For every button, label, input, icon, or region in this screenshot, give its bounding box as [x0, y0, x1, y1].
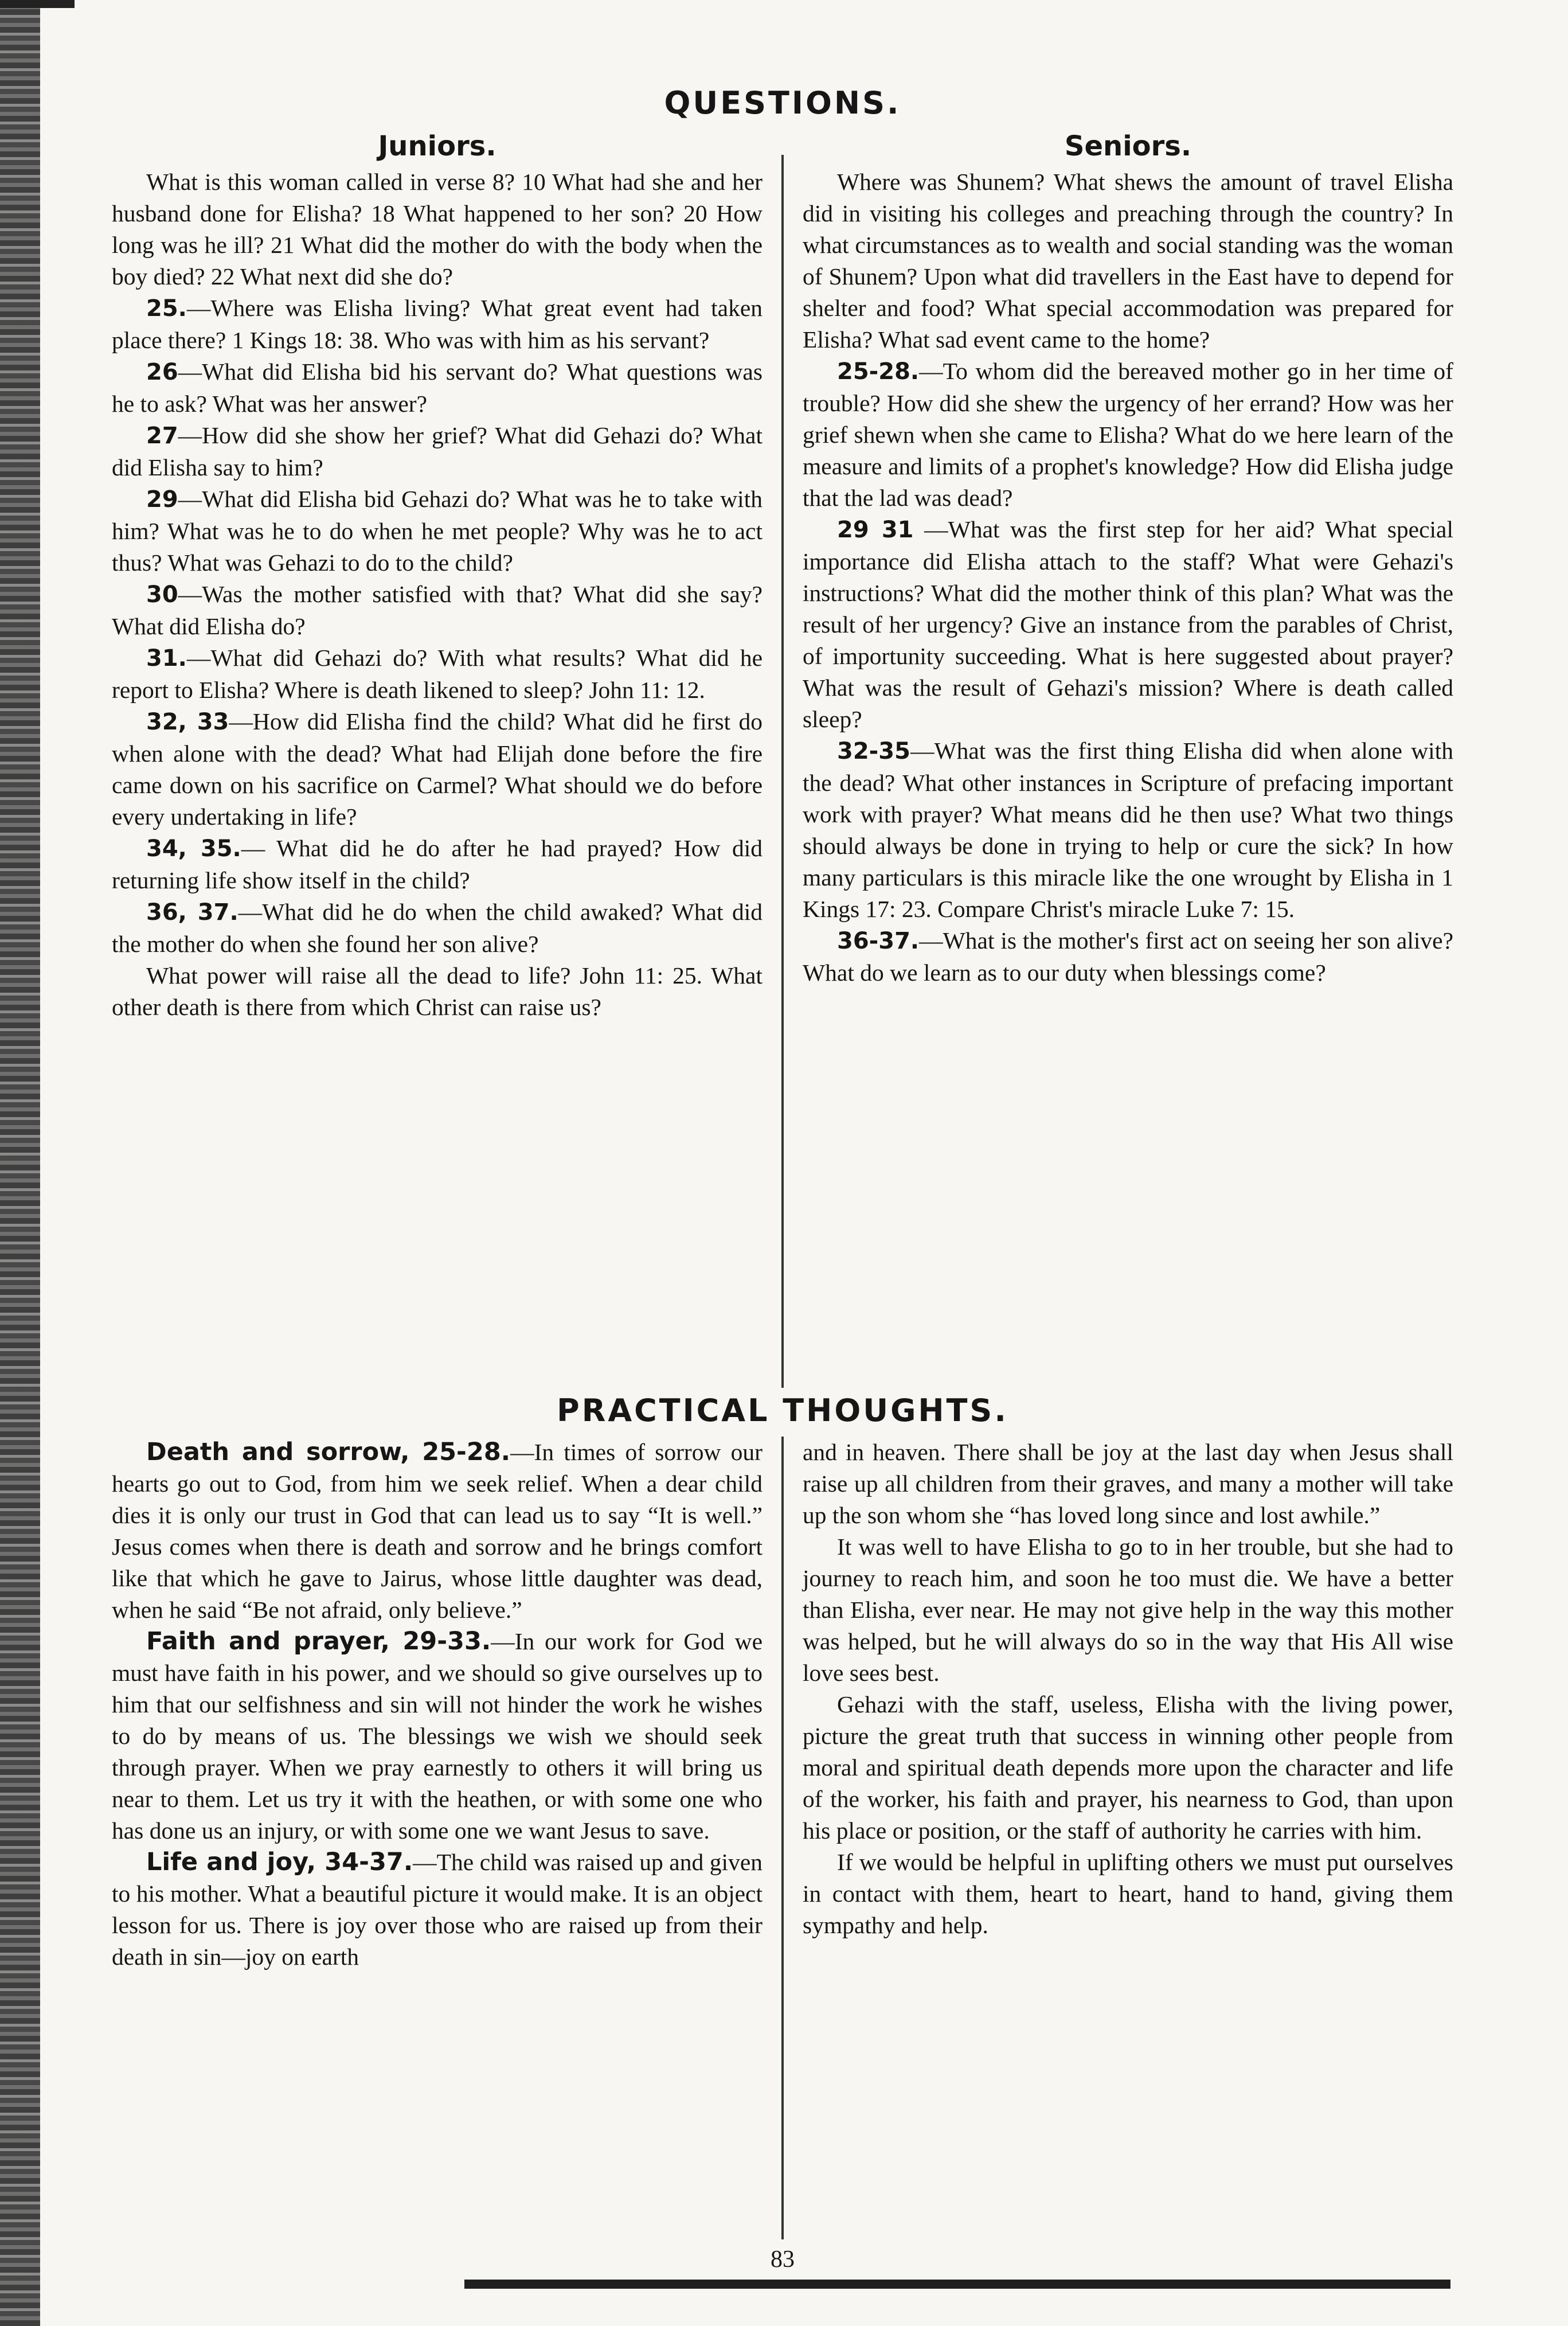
juniors-body: [112, 166, 763, 1023]
scan-edge-binding: [0, 0, 40, 2326]
question-text: What is this woman called in verse 8? 10 What had she and her husband done for Elisha? 18 What happened to her son? 20 How long was he ill? 21 What did the mother do with the body when the boy died? 22 What next did she do?: [112, 169, 763, 290]
seniors-column: [803, 126, 1453, 1365]
seniors-body: [803, 166, 1453, 989]
question-paragraph: [112, 292, 763, 356]
bottom-rule: [464, 2280, 1450, 2289]
verse-reference: 34, 35.: [146, 836, 241, 862]
verse-reference: 32, 33: [146, 709, 229, 735]
thought-paragraph: [112, 1847, 763, 1973]
thought-text: Gehazi with the staff, useless, Elisha with the living power, picture the great truth that success in winning other people from moral and spiritual death depends more upon the character and life of the worker, his faith and prayer, his nearness to God, than upon his place or position, or the staff of authority he carries with him.: [803, 1691, 1453, 1844]
question-text: —What did Elisha bid his servant do? What questions was he to ask? What was her answer?: [112, 358, 763, 417]
page-number: 83: [771, 2246, 795, 2273]
questions-columns: [112, 126, 1453, 1365]
question-text: —What was the first step for her aid? What special importance did Elisha attach to the staff? What were Gehazi's instructions? What did the mother think of this plan? What was the result of her urgency? Give an instance from the parables of Christ, of importunity succeeding. What is here suggested about prayer? What was the result of Gehazi's mission? Where is death called sleep?: [803, 516, 1453, 732]
question-text: —What is the mother's first act on seeing her son alive? What do we learn as to our duty when blessings come?: [803, 927, 1453, 986]
practical-right-column: [803, 1437, 1453, 2239]
thought-text: It was well to have Elisha to go to in her trouble, but she had to journey to reach him, and soon he too must die. We have a better than Elisha, ever near. He may not give help in the way this mother was helped, but he will always do so in the way that His All wise love sees best.: [803, 1533, 1453, 1686]
question-paragraph: [112, 896, 763, 960]
question-paragraph: [112, 706, 763, 833]
question-text: —How did she show her grief? What did Gehazi do? What did Elisha say to him?: [112, 422, 763, 481]
question-paragraph: [112, 833, 763, 896]
thought-paragraph: [112, 1626, 763, 1847]
verse-reference: 26: [146, 359, 178, 385]
verse-reference: 31.: [146, 645, 187, 672]
juniors-heading: Juniors.: [378, 130, 496, 162]
question-text: —How did Elisha find the child? What did he first do when alone with the dead? What had Elijah done before the fire came down on his sacrifice on Carmel? What should we do before every undertaking in life?: [112, 708, 763, 830]
question-text: —Was the mother satisfied with that? What did she say? What did Elisha do?: [112, 581, 763, 639]
thought-paragraph: [803, 1847, 1453, 1941]
verse-reference: 27: [146, 423, 178, 449]
question-text: — What did he do after he had prayed? How did returning life show itself in the child?: [112, 835, 763, 893]
verse-reference: 29 31: [837, 517, 914, 543]
question-paragraph: [112, 579, 763, 642]
practical-columns: [112, 1437, 1453, 2239]
column-divider: [781, 1437, 784, 2239]
thought-paragraph: [112, 1437, 763, 1626]
question-paragraph: [112, 166, 763, 292]
question-paragraph: [803, 925, 1453, 989]
thought-paragraph: [803, 1437, 1453, 1531]
thought-lead: Life and joy, 34-37.: [146, 1848, 413, 1876]
question-text: —What did Gehazi do? With what results? What did he report to Elisha? Where is death likened to sleep? John 11: 12.: [112, 645, 763, 703]
verse-reference: 25-28.: [837, 358, 920, 385]
question-paragraph: [112, 356, 763, 420]
verse-reference: 29: [146, 486, 178, 513]
question-text: —What did Elisha bid Gehazi do? What was he to take with him? What was he to do when he met people? Why was he to act thus? What was Gehazi to do to the child?: [112, 486, 763, 576]
column-divider: [781, 155, 784, 1388]
questions-title: QUESTIONS.: [664, 85, 901, 121]
question-text: What power will raise all the dead to life? John 11: 25. What other death is there from which Christ can raise us?: [112, 962, 763, 1020]
thought-text: If we would be helpful in uplifting others we must put ourselves in contact with them, heart to heart, hand to hand, giving them sympathy and help.: [803, 1849, 1453, 1938]
juniors-column: [112, 126, 763, 1365]
question-paragraph: [112, 642, 763, 706]
question-paragraph: [803, 356, 1453, 514]
thought-paragraph: [803, 1689, 1453, 1847]
page: [112, 80, 1453, 2271]
question-text: —What was the first thing Elisha did when alone with the dead? What other instances in Scripture of prefacing important work with prayer? What means did he then use? What two things should always be done in trying to help or cure the sick? In how many particulars is this miracle like the one wrought by Elisha in 1 Kings 17: 23. Compare Christ's miracle Luke 7: 15.: [803, 737, 1453, 922]
question-text: —To whom did the bereaved mother go in her time of trouble? How did she shew the urgency of her errand? How was her grief shewn when she came to Elisha? What do we here learn of the measure and limits of a prophet's knowledge? How did Elisha judge that the lad was dead?: [803, 358, 1453, 511]
seniors-heading: Seniors.: [1064, 130, 1192, 162]
question-paragraph: [803, 514, 1453, 735]
practical-thoughts-title: PRACTICAL THOUGHTS.: [557, 1392, 1008, 1429]
question-paragraph: [803, 166, 1453, 356]
question-paragraph: [112, 483, 763, 579]
corner-mark: [0, 0, 75, 8]
thought-paragraph: [803, 1531, 1453, 1689]
question-text: Where was Shunem? What shews the amount of travel Elisha did in visiting his colleges and preaching through the country? In what circumstances as to wealth and social standing was the woman of Shunem? Upon what did travellers in the East have to depend for shelter and food? What special accommodation was prepared for Elisha? What sad event came to the home?: [803, 169, 1453, 353]
verse-reference: 36, 37.: [146, 899, 238, 926]
question-paragraph: [803, 735, 1453, 925]
question-paragraph: [112, 960, 763, 1023]
verse-reference: 32-35: [837, 738, 910, 764]
verse-reference: 25.: [146, 295, 187, 322]
question-text: —Where was Elisha living? What great event had taken place there? 1 Kings 18: 38. Who was with him as his servant?: [112, 295, 763, 353]
thought-text: and in heaven. There shall be joy at the last day when Jesus shall raise up all children from their graves, and many a mother will take up the son whom she “has loved long since and lost awhile.”: [803, 1439, 1453, 1528]
practical-left-column: [112, 1437, 763, 2239]
verse-reference: 30: [146, 582, 178, 608]
thought-lead: Death and sorrow, 25-28.: [146, 1438, 511, 1466]
thought-text: —The child was raised up and given to his mother. What a beautiful picture it would make. It is an object lesson for us. There is joy over those who are raised up from their death in sin—joy on earth: [112, 1849, 763, 1970]
question-paragraph: [112, 420, 763, 483]
thought-text: —In our work for God we must have faith in his power, and we should so give ourselves up to him that our selfishness and sin will not hinder the work he wishes to do by means of us. The blessings we wish we should seek through prayer. When we pray earnestly to others it will bring us near to them. Let us try it with the heathen, or with some one who has done us an injury, or with some one we want Jesus to save.: [112, 1628, 763, 1844]
thought-text: —In times of sorrow our hearts go out to God, from him we seek relief. When a dear child dies it is only our trust in God that can lead us to say “It is well.” Jesus comes when there is death and sorrow and he brings comfort like that which he gave to Jairus, whose little daughter was dead, when he said “Be not afraid, only believe.”: [112, 1439, 763, 1623]
verse-reference: 36-37.: [837, 928, 920, 954]
thought-lead: Faith and prayer, 29-33.: [146, 1627, 491, 1656]
question-text: —What did he do when the child awaked? What did the mother do when she found her son alive?: [112, 899, 763, 957]
